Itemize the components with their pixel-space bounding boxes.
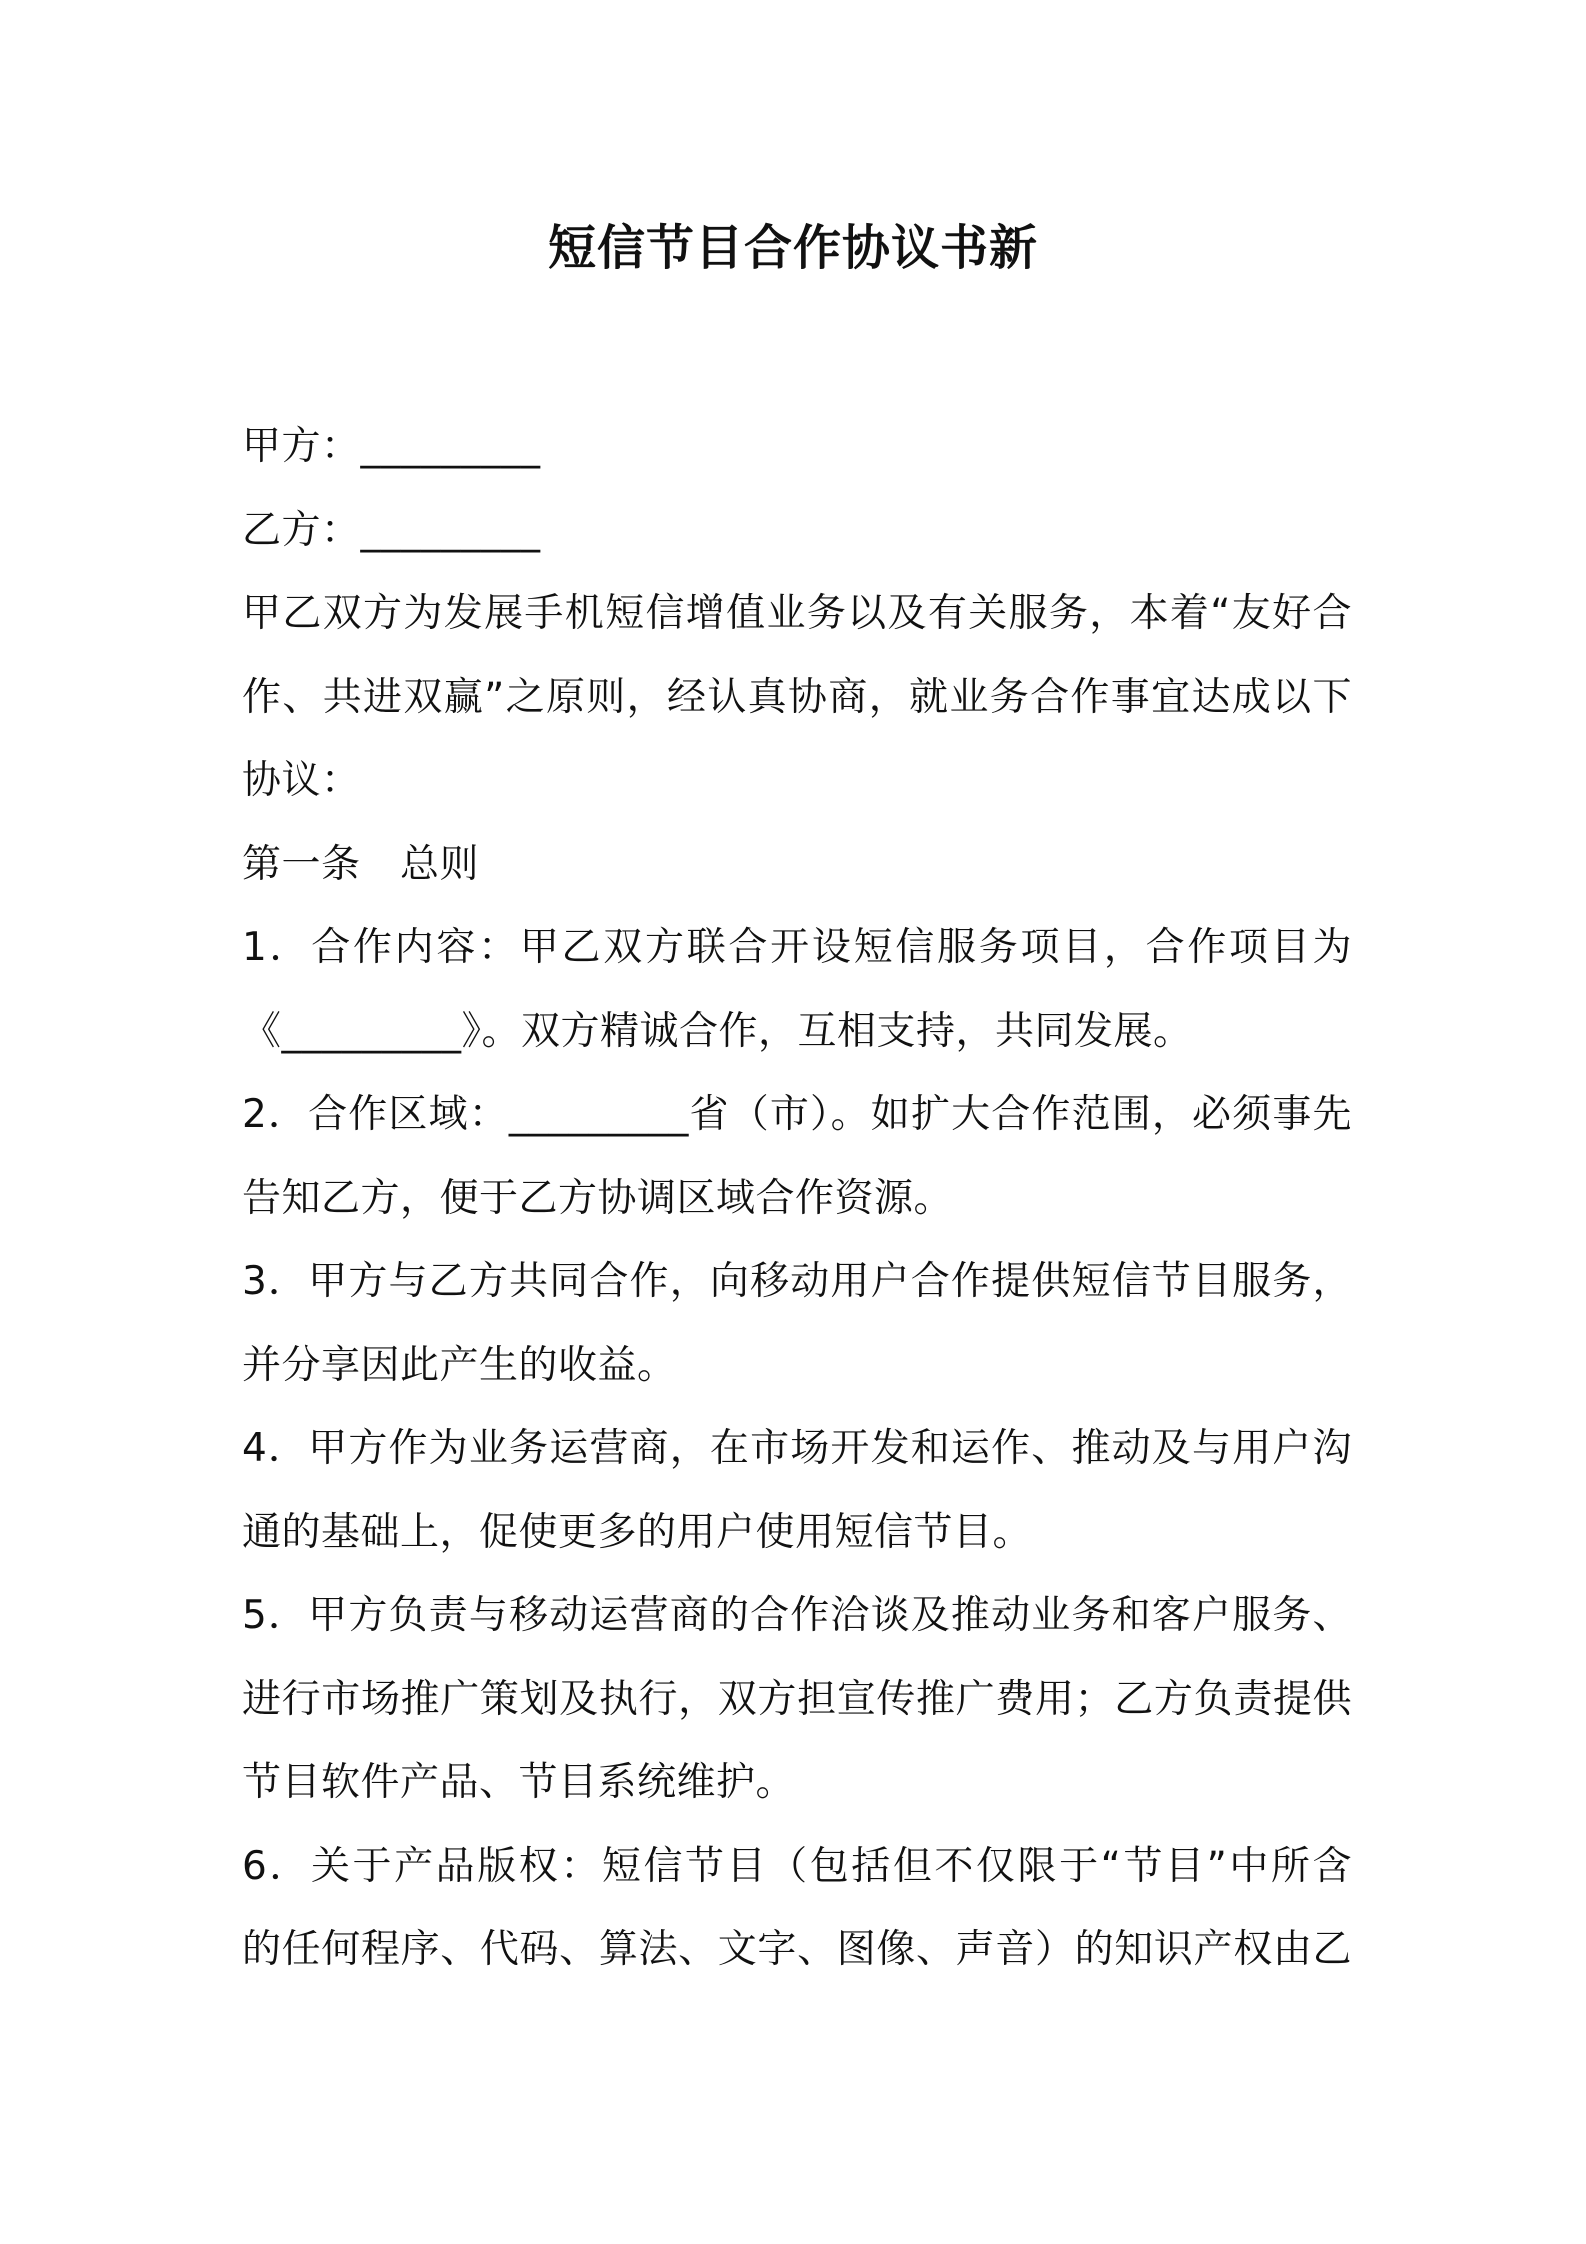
clause-6-line: 的任何程序、代码、算法、文字、图像、声音）的知识产权由乙 — [242, 1927, 1352, 1972]
clause-2-line: 告知乙方，便于乙方协调区域合作资源。 — [242, 1175, 954, 1221]
preamble-line: 甲乙双方为发展手机短信增值业务以及有关服务，本着“友好合 — [242, 591, 1352, 636]
clause-5-line: 5．甲方负责与移动运营商的合作洽谈及推动业务和客户服务、 — [242, 1593, 1352, 1638]
clause-3-line: 3．甲方与乙方共同合作，向移动用户合作提供短信节目服务， — [242, 1259, 1352, 1304]
document-body — [242, 405, 1352, 1992]
party-b-line: 乙方：_________ — [242, 507, 541, 553]
clause-5-line: 进行市场推广策划及执行，双方担宣传推广费用；乙方负责提供 — [242, 1676, 1352, 1722]
clause-1-line: 《_________》。双方精诚合作，互相支持，共同发展。 — [242, 1008, 1193, 1054]
clause-4-line: 通的基础上，促使更多的用户使用短信节目。 — [242, 1509, 1033, 1555]
clause-6-line: 6．关于产品版权：短信节目（包括但不仅限于“节目”中所含 — [242, 1843, 1352, 1889]
preamble-line: 作、共进双赢”之原则，经认真协商，就业务合作事宜达成以下 — [242, 674, 1352, 720]
preamble-line: 协议： — [242, 758, 361, 803]
clause-2-line: 2．合作区域：_________省（市）。如扩大合作范围，必须事先 — [242, 1092, 1352, 1137]
party-a-line: 甲方：_________ — [242, 424, 541, 469]
clause-4-line: 4．甲方作为业务运营商，在市场开发和运作、推动及与用户沟 — [242, 1426, 1352, 1471]
document-title: 短信节目合作协议书新 — [547, 220, 1038, 276]
clause-3-line: 并分享因此产生的收益。 — [242, 1342, 677, 1388]
clause-5-line: 节目软件产品、节目系统维护。 — [242, 1760, 796, 1805]
clause-1-line: 1．合作内容：甲乙双方联合开设短信服务项目，合作项目为 — [242, 925, 1352, 970]
article-heading: 第一条 总则 — [242, 841, 480, 887]
